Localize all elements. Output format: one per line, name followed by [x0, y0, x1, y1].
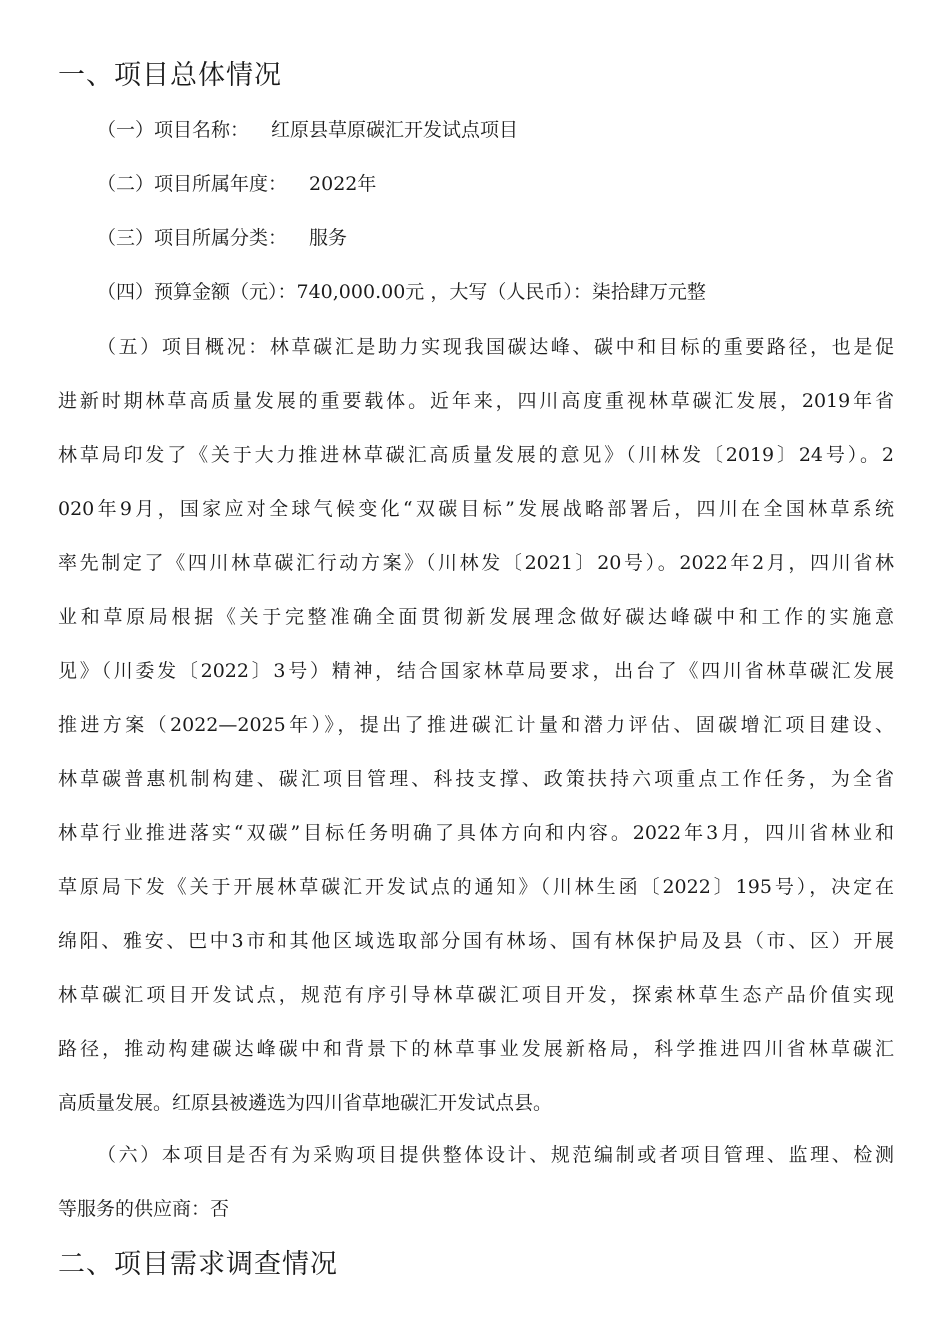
project-budget-line: （四）预算金额（元）：740,000.00元 ，大写（人民币）：柒拾肆万元整: [97, 281, 706, 303]
overview-line: 草原局下发《关于开展林草碳汇开发试点的通知》（川林生函〔2022〕195号），决定在: [58, 876, 894, 898]
project-year-line: [97, 170, 376, 198]
overview-line: 推进方案（2022—2025年）》，提出了推进碳汇计量和潜力评估、固碳增汇项目建设、: [58, 714, 894, 736]
overview-line: 林草行业推进落实“双碳”目标任务明确了具体方向和内容。2022年3月，四川省林业和: [58, 822, 894, 844]
overview-line: 林草碳汇项目开发试点，规范有序引导林草碳汇项目开发，探索林草生态产品价值实现: [58, 984, 894, 1006]
project-category-line: [97, 224, 347, 252]
overview-line: 进新时期林草高质量发展的重要载体。近年来，四川高度重视林草碳汇发展，2019年省: [58, 390, 894, 412]
overview-line: 业和草原局根据《关于完整准确全面贯彻新发展理念做好碳达峰碳中和工作的实施意: [58, 606, 894, 628]
section-2-heading: 二、项目需求调查情况: [58, 1249, 338, 1280]
overview-line: 路径，推动构建碳达峰碳中和背景下的林草事业发展新格局，科学推进四川省林草碳汇: [58, 1038, 894, 1060]
overview-line: 林草碳普惠机制构建、碳汇项目管理、科技支撑、政策扶持六项重点工作任务，为全省: [58, 768, 894, 790]
overview-line: 见》（川委发〔2022〕3号）精神，结合国家林草局要求，出台了《四川省林草碳汇发展: [58, 660, 894, 682]
project-category-value: 服务: [309, 227, 348, 249]
section-1-heading: 一、项目总体情况: [58, 60, 282, 91]
overview-line: 高质量发展。红原县被遴选为四川省草地碳汇开发试点县。: [58, 1092, 553, 1114]
supplier-line: （六）本项目是否有为采购项目提供整体设计、规范编制或者项目管理、监理、检测: [97, 1144, 894, 1166]
project-year-label: （二）项目所属年度：: [97, 173, 288, 195]
overview-line: 林草局印发了《关于大力推进林草碳汇高质量发展的意见》（川林发〔2019〕24号）。2: [58, 444, 894, 466]
supplier-line: 等服务的供应商：否: [58, 1198, 230, 1220]
project-year-value: 2022年: [309, 173, 377, 195]
overview-line: 率先制定了《四川林草碳汇行动方案》（川林发〔2021〕20号）。2022年2月，四川省林: [58, 552, 894, 574]
overview-line: （五）项目概况：林草碳汇是助力实现我国碳达峰、碳中和目标的重要路径，也是促: [97, 336, 894, 358]
project-name-value: 红原县草原碳汇开发试点项目: [271, 119, 519, 141]
project-category-label: （三）项目所属分类：: [97, 227, 288, 249]
project-name-line: [97, 116, 518, 144]
overview-line: 020年9月，国家应对全球气候变化“双碳目标”发展战略部署后，四川在全国林草系统: [58, 498, 894, 520]
overview-line: 绵阳、雅安、巴中3市和其他区域选取部分国有林场、国有林保护局及县（市、区）开展: [58, 930, 894, 952]
project-name-label: （一）项目名称：: [97, 119, 250, 141]
